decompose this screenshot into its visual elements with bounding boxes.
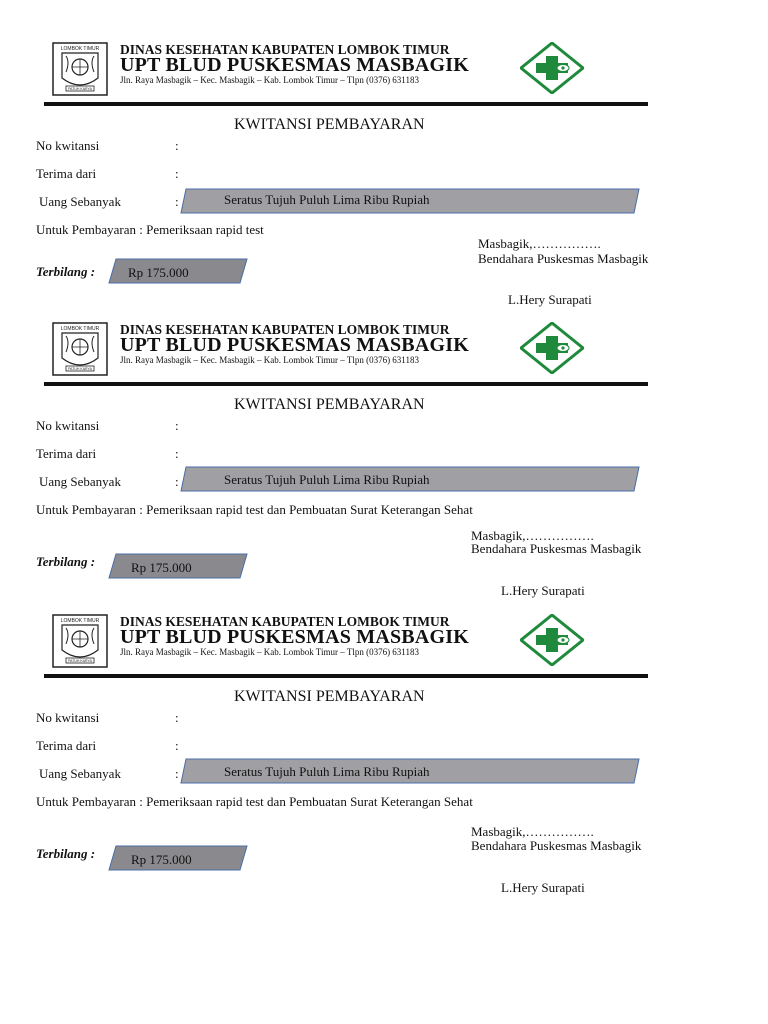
amount-figure: Rp 175.000 (131, 852, 192, 867)
received-from-label: Terima dari (36, 166, 97, 181)
agency-name: DINAS KESEHATAN KABUPATEN LOMBOK TIMUR (120, 614, 450, 629)
puskesmas-logo-icon (520, 614, 584, 666)
place-and-date: Masbagik,……………. (478, 236, 601, 251)
place-and-date: Masbagik,……………. (471, 824, 594, 839)
unit-address: Jln. Raya Masbagik – Kec. Masbagik – Kab. Lombok Timur – Tlpn (0376) 631183 (120, 355, 419, 365)
payment-purpose: Untuk Pembayaran : Pemeriksaan rapid test (36, 222, 264, 237)
signer-name: L.Hery Surapati (501, 583, 585, 598)
received-from-colon: : (175, 446, 179, 461)
receipt (0, 322, 768, 614)
amount-figure: Rp 175.000 (128, 265, 189, 280)
unit-name: UPT BLUD PUSKESMAS MASBAGIK (120, 334, 469, 356)
receipt (0, 614, 768, 906)
signer-name: L.Hery Surapati (508, 292, 592, 307)
receipt-number-label: No kwitansi (36, 710, 100, 725)
unit-name: UPT BLUD PUSKESMAS MASBAGIK (120, 626, 469, 648)
amount-in-words: Seratus Tujuh Puluh Lima Ribu Rupiah (224, 472, 430, 487)
agency-name: DINAS KESEHATAN KABUPATEN LOMBOK TIMUR (120, 42, 450, 57)
lombok-timur-emblem-icon (52, 322, 108, 376)
amount-figure: Rp 175.000 (131, 560, 192, 575)
amount-in-words: Seratus Tujuh Puluh Lima Ribu Rupiah (224, 192, 430, 207)
receipt-number-colon: : (175, 138, 179, 153)
amount-label: Uang Sebanyak (39, 474, 121, 489)
amount-in-words: Seratus Tujuh Puluh Lima Ribu Rupiah (224, 764, 430, 779)
header-divider (44, 382, 648, 386)
received-from-colon: : (175, 738, 179, 753)
puskesmas-logo-icon (520, 322, 584, 374)
lombok-timur-emblem-icon (52, 614, 108, 668)
svg-text:PATUH KARYA: PATUH KARYA (68, 367, 92, 371)
receipt-title: KWITANSI PEMBAYARAN (234, 116, 425, 133)
receipt-title: KWITANSI PEMBAYARAN (234, 396, 425, 413)
amount-colon: : (175, 766, 179, 781)
receipt-number-label: No kwitansi (36, 138, 100, 153)
puskesmas-logo-icon (520, 42, 584, 94)
svg-text:PATUH KARYA: PATUH KARYA (68, 87, 92, 91)
signer-name: L.Hery Surapati (501, 880, 585, 895)
amount-colon: : (175, 194, 179, 209)
receipt-number-colon: : (175, 418, 179, 433)
receipt-number-label: No kwitansi (36, 418, 100, 433)
payment-purpose: Untuk Pembayaran : Pemeriksaan rapid test dan Pembuatan Surat Keterangan Sehat (36, 794, 473, 809)
treasurer-title: Bendahara Puskesmas Masbagik (471, 541, 642, 556)
treasurer-title: Bendahara Puskesmas Masbagik (471, 838, 642, 853)
unit-address: Jln. Raya Masbagik – Kec. Masbagik – Kab. Lombok Timur – Tlpn (0376) 631183 (120, 647, 419, 657)
terbilang-label: Terbilang : (36, 554, 96, 569)
header-divider (44, 674, 648, 678)
amount-colon: : (175, 474, 179, 489)
header-divider (44, 102, 648, 106)
amount-label: Uang Sebanyak (39, 766, 121, 781)
lombok-timur-emblem-icon (52, 42, 108, 96)
receipt-number-colon: : (175, 710, 179, 725)
agency-name: DINAS KESEHATAN KABUPATEN LOMBOK TIMUR (120, 322, 450, 337)
treasurer-title: Bendahara Puskesmas Masbagik (478, 251, 649, 266)
svg-text:LOMBOK TIMUR: LOMBOK TIMUR (60, 46, 100, 52)
terbilang-label: Terbilang : (36, 846, 96, 861)
received-from-label: Terima dari (36, 738, 97, 753)
receipt-title: KWITANSI PEMBAYARAN (234, 688, 425, 705)
unit-address: Jln. Raya Masbagik – Kec. Masbagik – Kab. Lombok Timur – Tlpn (0376) 631183 (120, 75, 419, 85)
svg-text:LOMBOK TIMUR: LOMBOK TIMUR (60, 618, 100, 624)
svg-text:PATUH KARYA: PATUH KARYA (68, 659, 92, 663)
receipt (0, 42, 768, 334)
place-and-date: Masbagik,……………. (471, 528, 594, 543)
received-from-label: Terima dari (36, 446, 97, 461)
received-from-colon: : (175, 166, 179, 181)
svg-text:LOMBOK TIMUR: LOMBOK TIMUR (60, 326, 100, 332)
payment-purpose: Untuk Pembayaran : Pemeriksaan rapid test dan Pembuatan Surat Keterangan Sehat (36, 502, 473, 517)
terbilang-label: Terbilang : (36, 264, 96, 279)
amount-label: Uang Sebanyak (39, 194, 121, 209)
unit-name: UPT BLUD PUSKESMAS MASBAGIK (120, 54, 469, 76)
